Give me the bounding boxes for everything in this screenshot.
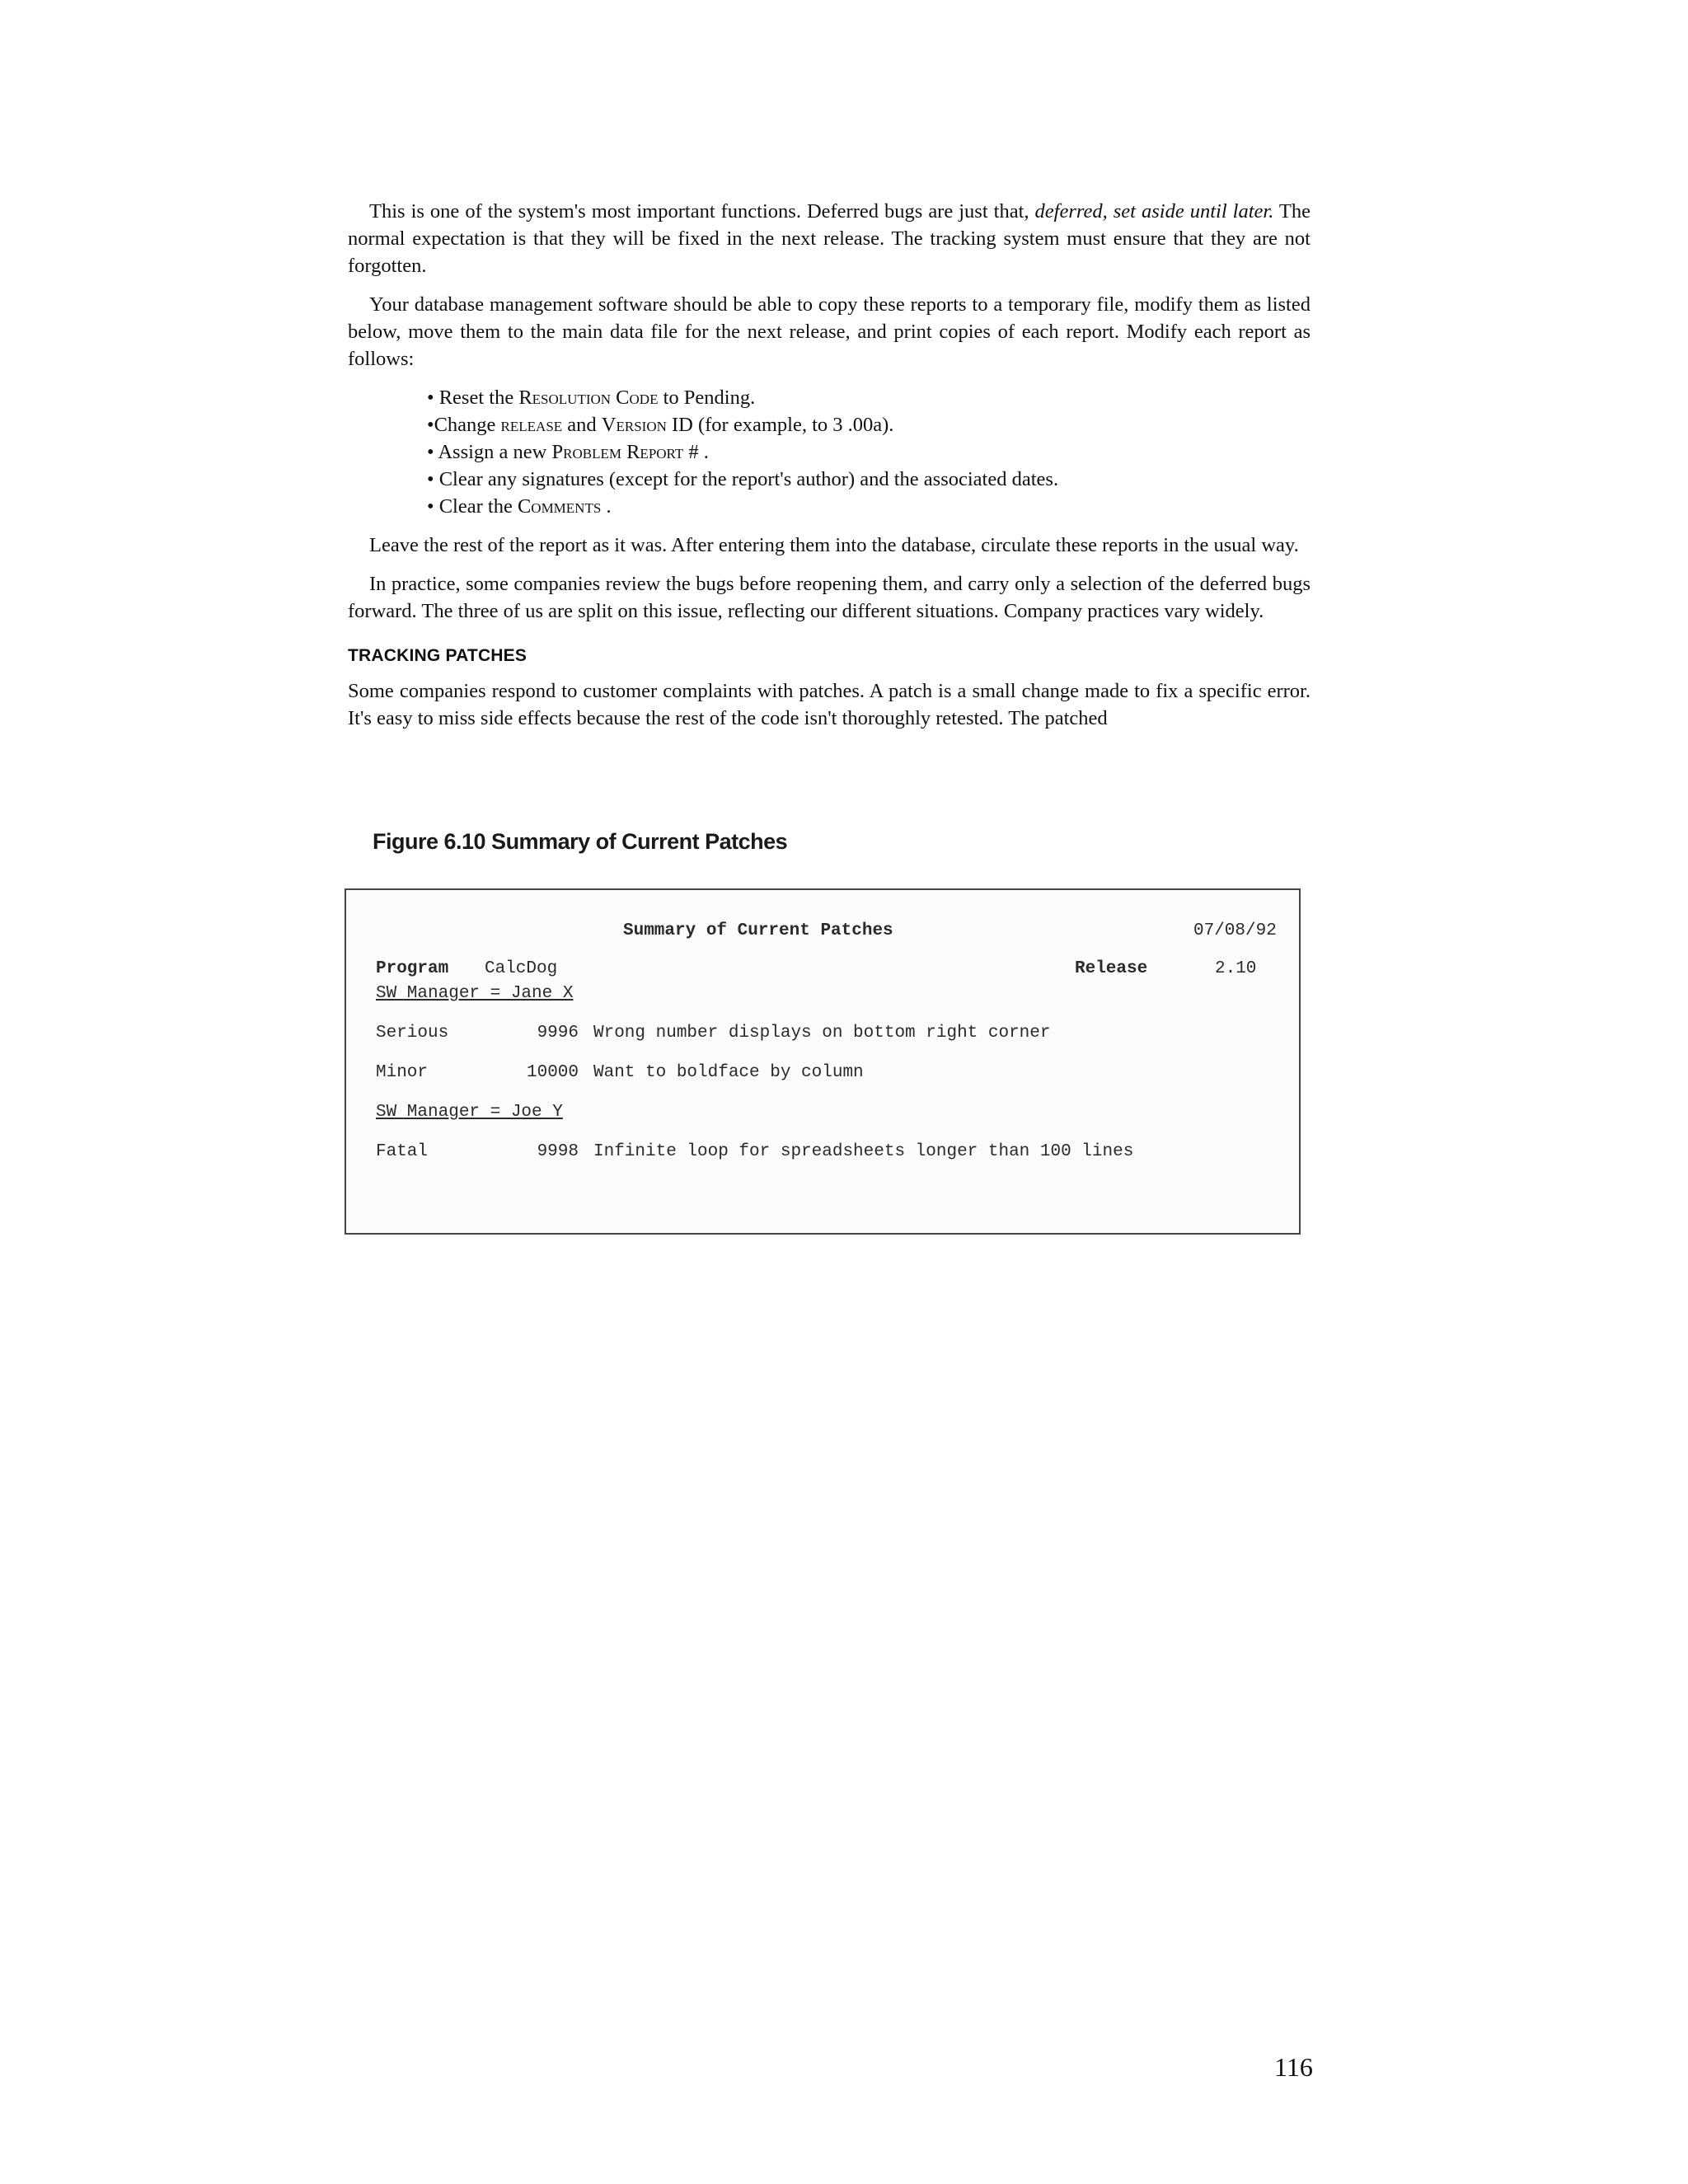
row-description: Infinite loop for spreadsheets longer than 100 lines: [593, 1142, 1134, 1161]
page-number: 116: [1274, 2052, 1313, 2082]
list-text: ID (for example, to 3 .00a).: [666, 414, 894, 436]
manager-heading: SW Manager = Jane X: [376, 984, 574, 1003]
figure-caption: Figure 6.10 Summary of Current Patches: [373, 829, 788, 854]
list-item: [427, 411, 1311, 438]
row-description: Wrong number displays on bottom right corner: [593, 1024, 1051, 1043]
list-item: • Clear any signatures (except for the report's author) and the associated dates.: [427, 468, 1059, 490]
list-item: [427, 438, 1311, 466]
row-number: 9998: [537, 1142, 579, 1161]
list-text: • Reset the: [427, 387, 519, 409]
row-description: Want to boldface by column: [593, 1063, 864, 1082]
paragraph-database-software: Your database management software should be able to copy these reports to a temporary file, modify them as listed below, move them to the main data file for the next release, and print copies of each report. Modify each report as follows:: [348, 293, 1311, 370]
section-heading: TRACKING PATCHES: [348, 646, 528, 665]
paragraph-deferred-bugs: [348, 198, 1311, 279]
row-number: 10000: [526, 1063, 579, 1082]
release-label: Release: [1075, 959, 1148, 978]
row-severity: Serious: [376, 1024, 449, 1043]
list-text: and: [562, 414, 602, 436]
paragraph-leave-rest: Leave the rest of the report as it was. After entering them into the database, circulate these reports in the usual way.: [369, 534, 1299, 556]
page-body: [348, 198, 1311, 743]
list-text: # .: [683, 441, 709, 463]
modification-list: [348, 384, 1311, 520]
row-severity: Fatal: [376, 1142, 429, 1161]
list-text: • Clear the: [427, 495, 518, 518]
release-value: 2.10: [1215, 959, 1257, 978]
list-item: [427, 493, 1311, 520]
list-text: •Change: [427, 414, 501, 436]
list-text: to Pending.: [658, 387, 756, 409]
list-text: • Assign a new: [427, 441, 552, 463]
list-text: .: [601, 495, 612, 518]
list-item: [427, 384, 1311, 411]
paragraph-text: This is one of the system's most important functions. Deferred bugs are just that,: [369, 200, 1035, 223]
field-name: Resolution Code: [518, 387, 659, 409]
patch-report: [345, 888, 1301, 1235]
program-label: Program: [376, 959, 449, 978]
row-severity: Minor: [376, 1063, 429, 1082]
field-name: Problem Report: [551, 441, 684, 463]
field-name: release: [500, 414, 563, 436]
manager-heading: SW Manager = Joe Y: [376, 1103, 563, 1122]
row-number: 9996: [537, 1024, 579, 1043]
figure-summary-of-patches: [340, 819, 1312, 1248]
paragraph-in-practice: In practice, some companies review the bugs before reopening them, and carry only a selection of the deferred bugs forward. The three of us are split on this issue, reflecting our different situations. Company practices vary widely.: [348, 573, 1311, 622]
field-name: Comments: [517, 495, 602, 518]
italic-phrase: deferred, set aside until later.: [1034, 200, 1274, 223]
program-value: CalcDog: [485, 959, 558, 978]
report-date: 07/08/92: [1193, 921, 1277, 940]
report-title: Summary of Current Patches: [623, 921, 893, 940]
paragraph-text: The normal expectation is that they will be fixed in the next release. The tracking system must ensure that they are not forgotten.: [348, 200, 1311, 277]
paragraph-patches: Some companies respond to customer complaints with patches. A patch is a small change made to fix a specific error. It's easy to miss side effects because the rest of the code isn't thoroughly retested. The patched: [348, 680, 1311, 729]
field-name: Version: [601, 414, 667, 436]
